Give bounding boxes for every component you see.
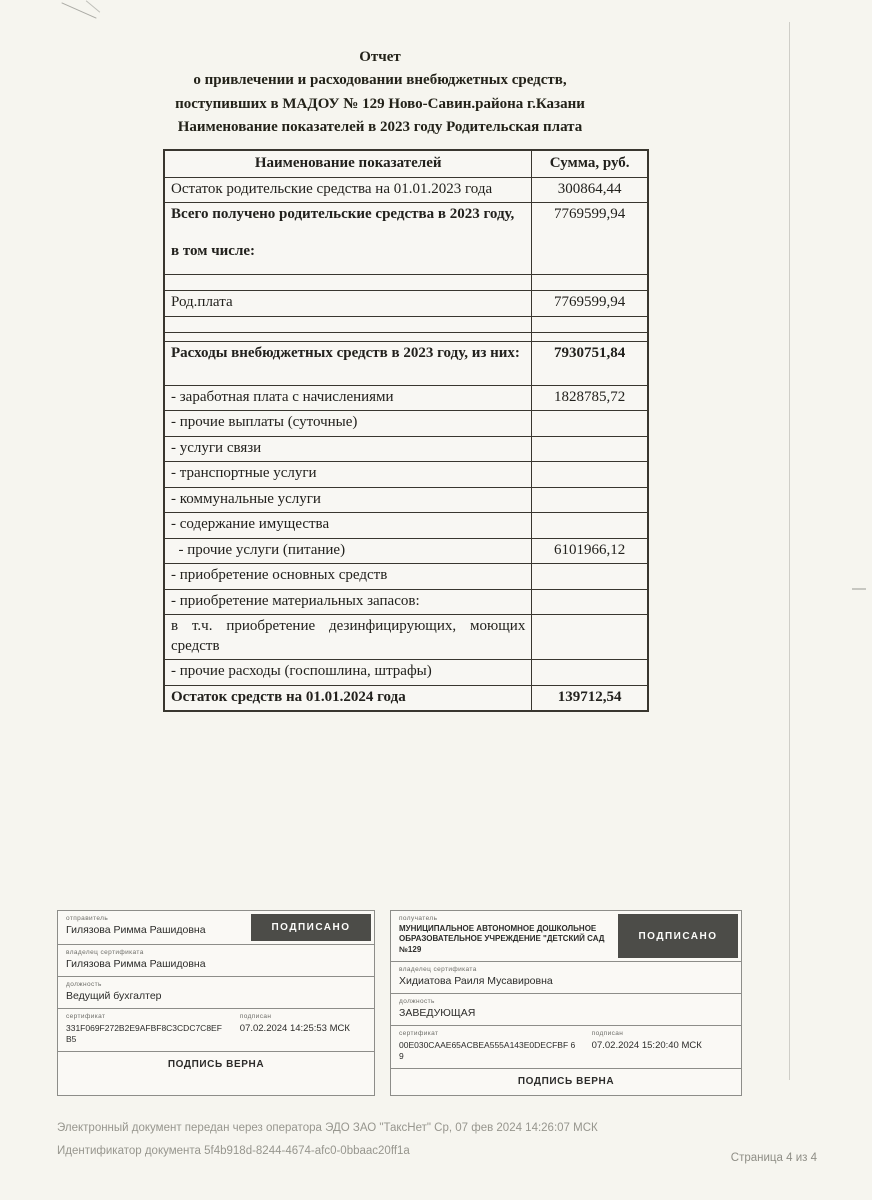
row-label: - приобретение материальных запасов:	[164, 589, 532, 615]
receiver-cert-row	[391, 1026, 741, 1069]
row-label: - прочие услуги (питание)	[164, 538, 532, 564]
column-header-sum: Сумма, руб.	[532, 150, 648, 177]
table-row	[164, 411, 648, 437]
row-label: Остаток родительские средства на 01.01.2023 года	[164, 177, 532, 203]
sender-position	[58, 977, 374, 1009]
cert-label: сертификат	[399, 1030, 439, 1038]
report-table-body	[164, 177, 648, 711]
title-line-4: Наименование показателей в 2023 году Родительская плата	[177, 118, 583, 135]
table-row	[164, 291, 648, 317]
position-value: ЗАВЕДУЮЩАЯ	[399, 1007, 476, 1020]
table-row	[164, 564, 648, 590]
position-label: должность	[399, 998, 435, 1006]
cert-value: 00E030CAAE65ACBEA555A143E0DECFBF 69	[399, 1040, 576, 1062]
table-row	[164, 316, 648, 332]
table-row	[164, 660, 648, 686]
scan-artifact-line	[86, 0, 100, 12]
table-row	[164, 487, 648, 513]
sender-header	[58, 911, 374, 945]
table-row	[164, 203, 648, 275]
signature-valid-text: ПОДПИСЬ ВЕРНА	[167, 1059, 265, 1071]
table-row	[164, 177, 648, 203]
position-value: Ведущий бухгалтер	[66, 990, 162, 1002]
receiver-signature-stamp	[390, 910, 742, 1096]
signed-badge: ПОДПИСАНО	[618, 914, 738, 958]
title-line-3: поступивших в МАДОУ № 129 Ново-Савин.района г.Казани	[175, 95, 585, 112]
position-label: должность	[66, 981, 102, 988]
receiver-cert-owner	[391, 962, 741, 994]
sender-name: Гилязова Римма Рашидовна	[66, 924, 206, 936]
signed-label: подписан	[591, 1030, 624, 1038]
row-value	[532, 564, 648, 590]
scan-artifact-vertical-line	[789, 22, 790, 1080]
edo-footer	[57, 1122, 817, 1164]
table-row	[164, 538, 648, 564]
row-label: - прочие расходы (госпошлина, штрафы)	[164, 660, 532, 686]
sender-signature-stamp	[57, 910, 375, 1096]
row-label: - содержание имущества	[164, 513, 532, 539]
row-value	[532, 275, 648, 291]
row-value	[532, 615, 648, 660]
column-header-name: Наименование показателей	[164, 150, 532, 177]
table-row	[164, 436, 648, 462]
signed-label: подписан	[239, 1013, 272, 1020]
cert-owner-label: владелец сертификата	[66, 949, 144, 956]
table-row	[164, 332, 648, 341]
row-value	[532, 462, 648, 488]
table-row	[164, 341, 648, 385]
row-value	[532, 411, 648, 437]
sender-cert-row	[58, 1009, 374, 1052]
sender-cert-owner	[58, 945, 374, 977]
row-label: - транспортные услуги	[164, 462, 532, 488]
row-label: в т.ч. приобретение дезинфицирующих, моющих средств	[164, 615, 532, 660]
row-value	[532, 513, 648, 539]
signed-datetime: 07.02.2024 14:25:53 МСК	[239, 1023, 350, 1034]
row-value	[532, 316, 648, 332]
signed-badge: ПОДПИСАНО	[251, 914, 371, 941]
table-row	[164, 513, 648, 539]
row-value: 1828785,72	[532, 385, 648, 411]
row-label: - прочие выплаты (суточные)	[164, 411, 532, 437]
edo-transfer-info: Электронный документ передан через оператора ЭДО ЗАО "ТаксНет" Ср, 07 фев 2024 14:26:07 МСК	[57, 1122, 598, 1134]
title-line-1: Отчет	[359, 49, 401, 65]
row-label: Расходы внебюджетных средств в 2023 году, из них:	[164, 341, 532, 385]
table-row	[164, 615, 648, 660]
row-value	[532, 436, 648, 462]
row-value: 7930751,84	[532, 341, 648, 385]
scan-artifact-dash	[852, 588, 866, 590]
row-value: 300864,44	[532, 177, 648, 203]
receiver-name: МУНИЦИПАЛЬНОЕ АВТОНОМНОЕ ДОШКОЛЬНОЕ ОБРАЗОВАТЕЛЬНОЕ УЧРЕЖДЕНИЕ "ДЕТСКИЙ САД №129	[399, 924, 605, 954]
row-label: - коммунальные услуги	[164, 487, 532, 513]
cert-owner-label: владелец сертификата	[399, 966, 477, 974]
signed-datetime: 07.02.2024 15:20:40 МСК	[591, 1040, 702, 1052]
row-value: 6101966,12	[532, 538, 648, 564]
row-value: 7769599,94	[532, 203, 648, 275]
document-identifier: Идентификатор документа 5f4b918d-8244-4674-afc0-0bbaac20ff1a	[57, 1144, 410, 1157]
report-title	[135, 46, 625, 139]
row-value	[532, 589, 648, 615]
row-value: 139712,54	[532, 685, 648, 711]
page-number: Страница 4 из 4	[730, 1152, 817, 1164]
row-label	[164, 275, 532, 291]
row-value: 7769599,94	[532, 291, 648, 317]
row-label: Остаток средств на 01.01.2024 года	[164, 685, 532, 711]
receiver-header	[391, 911, 741, 962]
receiver-label: получатель	[399, 915, 438, 922]
report-table-header	[164, 150, 648, 177]
receiver-position	[391, 994, 741, 1026]
cert-owner-name: Хидиатова Раиля Мусавировна	[399, 975, 553, 988]
table-row	[164, 275, 648, 291]
sender-label: отправитель	[66, 915, 109, 922]
row-label: Род.плата	[164, 291, 532, 317]
table-row	[164, 385, 648, 411]
cert-value: 331F069F272B2E9AFBF8C3CDC7C8EFB5	[66, 1023, 222, 1045]
row-label: Всего получено родительские средства в 2023 году, в том числе:	[164, 203, 532, 275]
table-row	[164, 685, 648, 711]
table-row	[164, 589, 648, 615]
signature-valid-text: ПОДПИСЬ ВЕРНА	[517, 1076, 615, 1088]
row-label: - услуги связи	[164, 436, 532, 462]
row-label: - приобретение основных средств	[164, 564, 532, 590]
row-value	[532, 487, 648, 513]
table-row	[164, 462, 648, 488]
report-table	[163, 149, 649, 712]
cert-owner-name: Гилязова Римма Рашидовна	[66, 958, 206, 970]
cert-label: сертификат	[66, 1013, 106, 1020]
row-label	[164, 332, 532, 341]
signature-stamps	[57, 910, 757, 1096]
row-label	[164, 316, 532, 332]
row-label: - заработная плата с начислениями	[164, 385, 532, 411]
header-row	[164, 150, 648, 177]
row-value	[532, 660, 648, 686]
row-value	[532, 332, 648, 341]
title-line-2: о привлечении и расходовании внебюджетных средств,	[193, 72, 567, 89]
